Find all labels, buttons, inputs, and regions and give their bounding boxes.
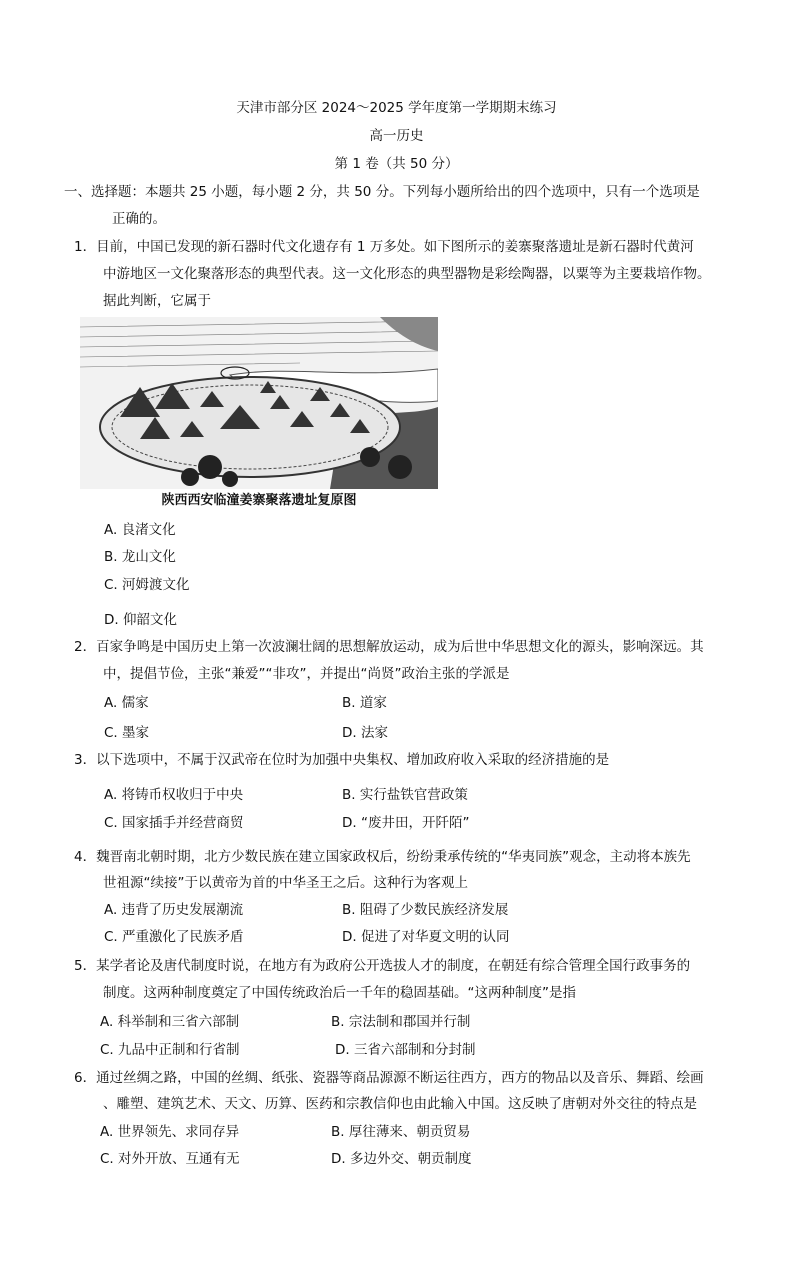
exam-subject: 高一历史 bbox=[369, 128, 424, 144]
question-4-option-d[interactable]: D. 促进了对华夏文明的认同 bbox=[342, 929, 510, 945]
jiangzhai-settlement-illustration bbox=[80, 317, 438, 509]
question-3-line-1: 3．以下选项中，不属于汉武帝在位时为加强中央集权、增加政府收入采取的经济措施的是 bbox=[74, 752, 610, 768]
question-3-option-b[interactable]: B. 实行盐铁官营政策 bbox=[342, 787, 468, 803]
question-3-option-c[interactable]: C. 国家插手并经营商贸 bbox=[104, 815, 244, 831]
question-6-option-a[interactable]: A. 世界领先、求同存异 bbox=[100, 1124, 240, 1140]
question-2-option-a[interactable]: A. 儒家 bbox=[104, 695, 149, 711]
exam-part: 第 1 卷（共 50 分） bbox=[334, 156, 459, 172]
question-1-option-d[interactable]: D. 仰韶文化 bbox=[104, 612, 177, 628]
exam-title: 天津市部分区 2024～2025 学年度第一学期期末练习 bbox=[236, 100, 557, 116]
question-4-option-b[interactable]: B. 阻碍了少数民族经济发展 bbox=[342, 902, 509, 918]
question-2-option-c[interactable]: C. 墨家 bbox=[104, 725, 150, 741]
question-5-line-1: 5．某学者论及唐代制度时说，在地方有为政府公开选拔人才的制度，在朝廷有综合管理全国行政事务的 bbox=[74, 958, 691, 974]
question-6-line-1: 6．通过丝绸之路，中国的丝绸、纸张、瓷器等商品源源不断运往西方，西方的物品以及音乐、舞蹈、绘画 bbox=[74, 1070, 704, 1086]
question-2-line-2: 中，提倡节俭，主张“兼爱”“非攻”，并提出“尚贤”政治主张的学派是 bbox=[103, 666, 510, 682]
question-4-option-c[interactable]: C. 严重激化了民族矛盾 bbox=[104, 929, 244, 945]
question-3-option-d[interactable]: D. “废井田，开阡陌” bbox=[342, 815, 470, 831]
question-5-option-d[interactable]: D. 三省六部制和分封制 bbox=[335, 1042, 476, 1058]
question-6-option-d[interactable]: D. 多边外交、朝贡制度 bbox=[331, 1151, 472, 1167]
question-2-option-d[interactable]: D. 法家 bbox=[342, 725, 388, 741]
question-1-option-a[interactable]: A. 良渚文化 bbox=[104, 522, 176, 538]
question-1-line-1: 1．目前，中国已发现的新石器时代文化遗存有 1 万多处。如下图所示的姜寨聚落遗址是新石器时代黄河 bbox=[74, 239, 694, 255]
section-heading-line2: 正确的。 bbox=[112, 211, 166, 227]
question-2-line-1: 2．百家争鸣是中国历史上第一次波澜壮阔的思想解放运动，成为后世中华思想文化的源头，影响深远。其 bbox=[74, 639, 704, 655]
question-4-line-2: 世祖源“续接”于以黄帝为首的中华圣王之后。这种行为客观上 bbox=[103, 875, 468, 891]
question-5-line-2: 制度。这两种制度奠定了中国传统政治后一千年的稳固基础。“这两种制度”是指 bbox=[103, 985, 576, 1001]
question-1-option-c[interactable]: C. 河姆渡文化 bbox=[104, 577, 190, 593]
question-5-option-a[interactable]: A. 科举制和三省六部制 bbox=[100, 1014, 240, 1030]
question-1-line-2: 中游地区一文化聚落形态的典型代表。这一文化形态的典型器物是彩绘陶器，以粟等为主要栽培作物。 bbox=[103, 266, 711, 282]
question-5-option-c[interactable]: C. 九品中正制和行省制 bbox=[100, 1042, 240, 1058]
question-4-option-a[interactable]: A. 违背了历史发展潮流 bbox=[104, 902, 244, 918]
question-1-line-3: 据此判断，它属于 bbox=[103, 293, 211, 309]
question-1-option-b[interactable]: B. 龙山文化 bbox=[104, 549, 176, 565]
question-3-option-a[interactable]: A. 将铸币权收归于中央 bbox=[104, 787, 244, 803]
question-2-option-b[interactable]: B. 道家 bbox=[342, 695, 387, 711]
question-6-option-b[interactable]: B. 厚往薄来、朝贡贸易 bbox=[331, 1124, 471, 1140]
question-6-line-2: 、雕塑、建筑艺术、天文、历算、医药和宗教信仰也由此输入中国。这反映了唐朝对外交往的特点是 bbox=[103, 1096, 697, 1112]
question-6-option-c[interactable]: C. 对外开放、互通有无 bbox=[100, 1151, 240, 1167]
question-4-line-1: 4．魏晋南北朝时期，北方少数民族在建立国家政权后，纷纷秉承传统的“华夷同族”观念，主动将本族先 bbox=[74, 849, 691, 865]
figure-caption: 陕西西安临潼姜寨聚落遗址复原图 bbox=[161, 493, 357, 508]
question-5-option-b[interactable]: B. 宗法制和郡国并行制 bbox=[331, 1014, 471, 1030]
section-heading-line1: 一、选择题：本题共 25 小题，每小题 2 分，共 50 分。下列每小题所给出的四个选项中，只有一个选项是 bbox=[64, 184, 700, 200]
